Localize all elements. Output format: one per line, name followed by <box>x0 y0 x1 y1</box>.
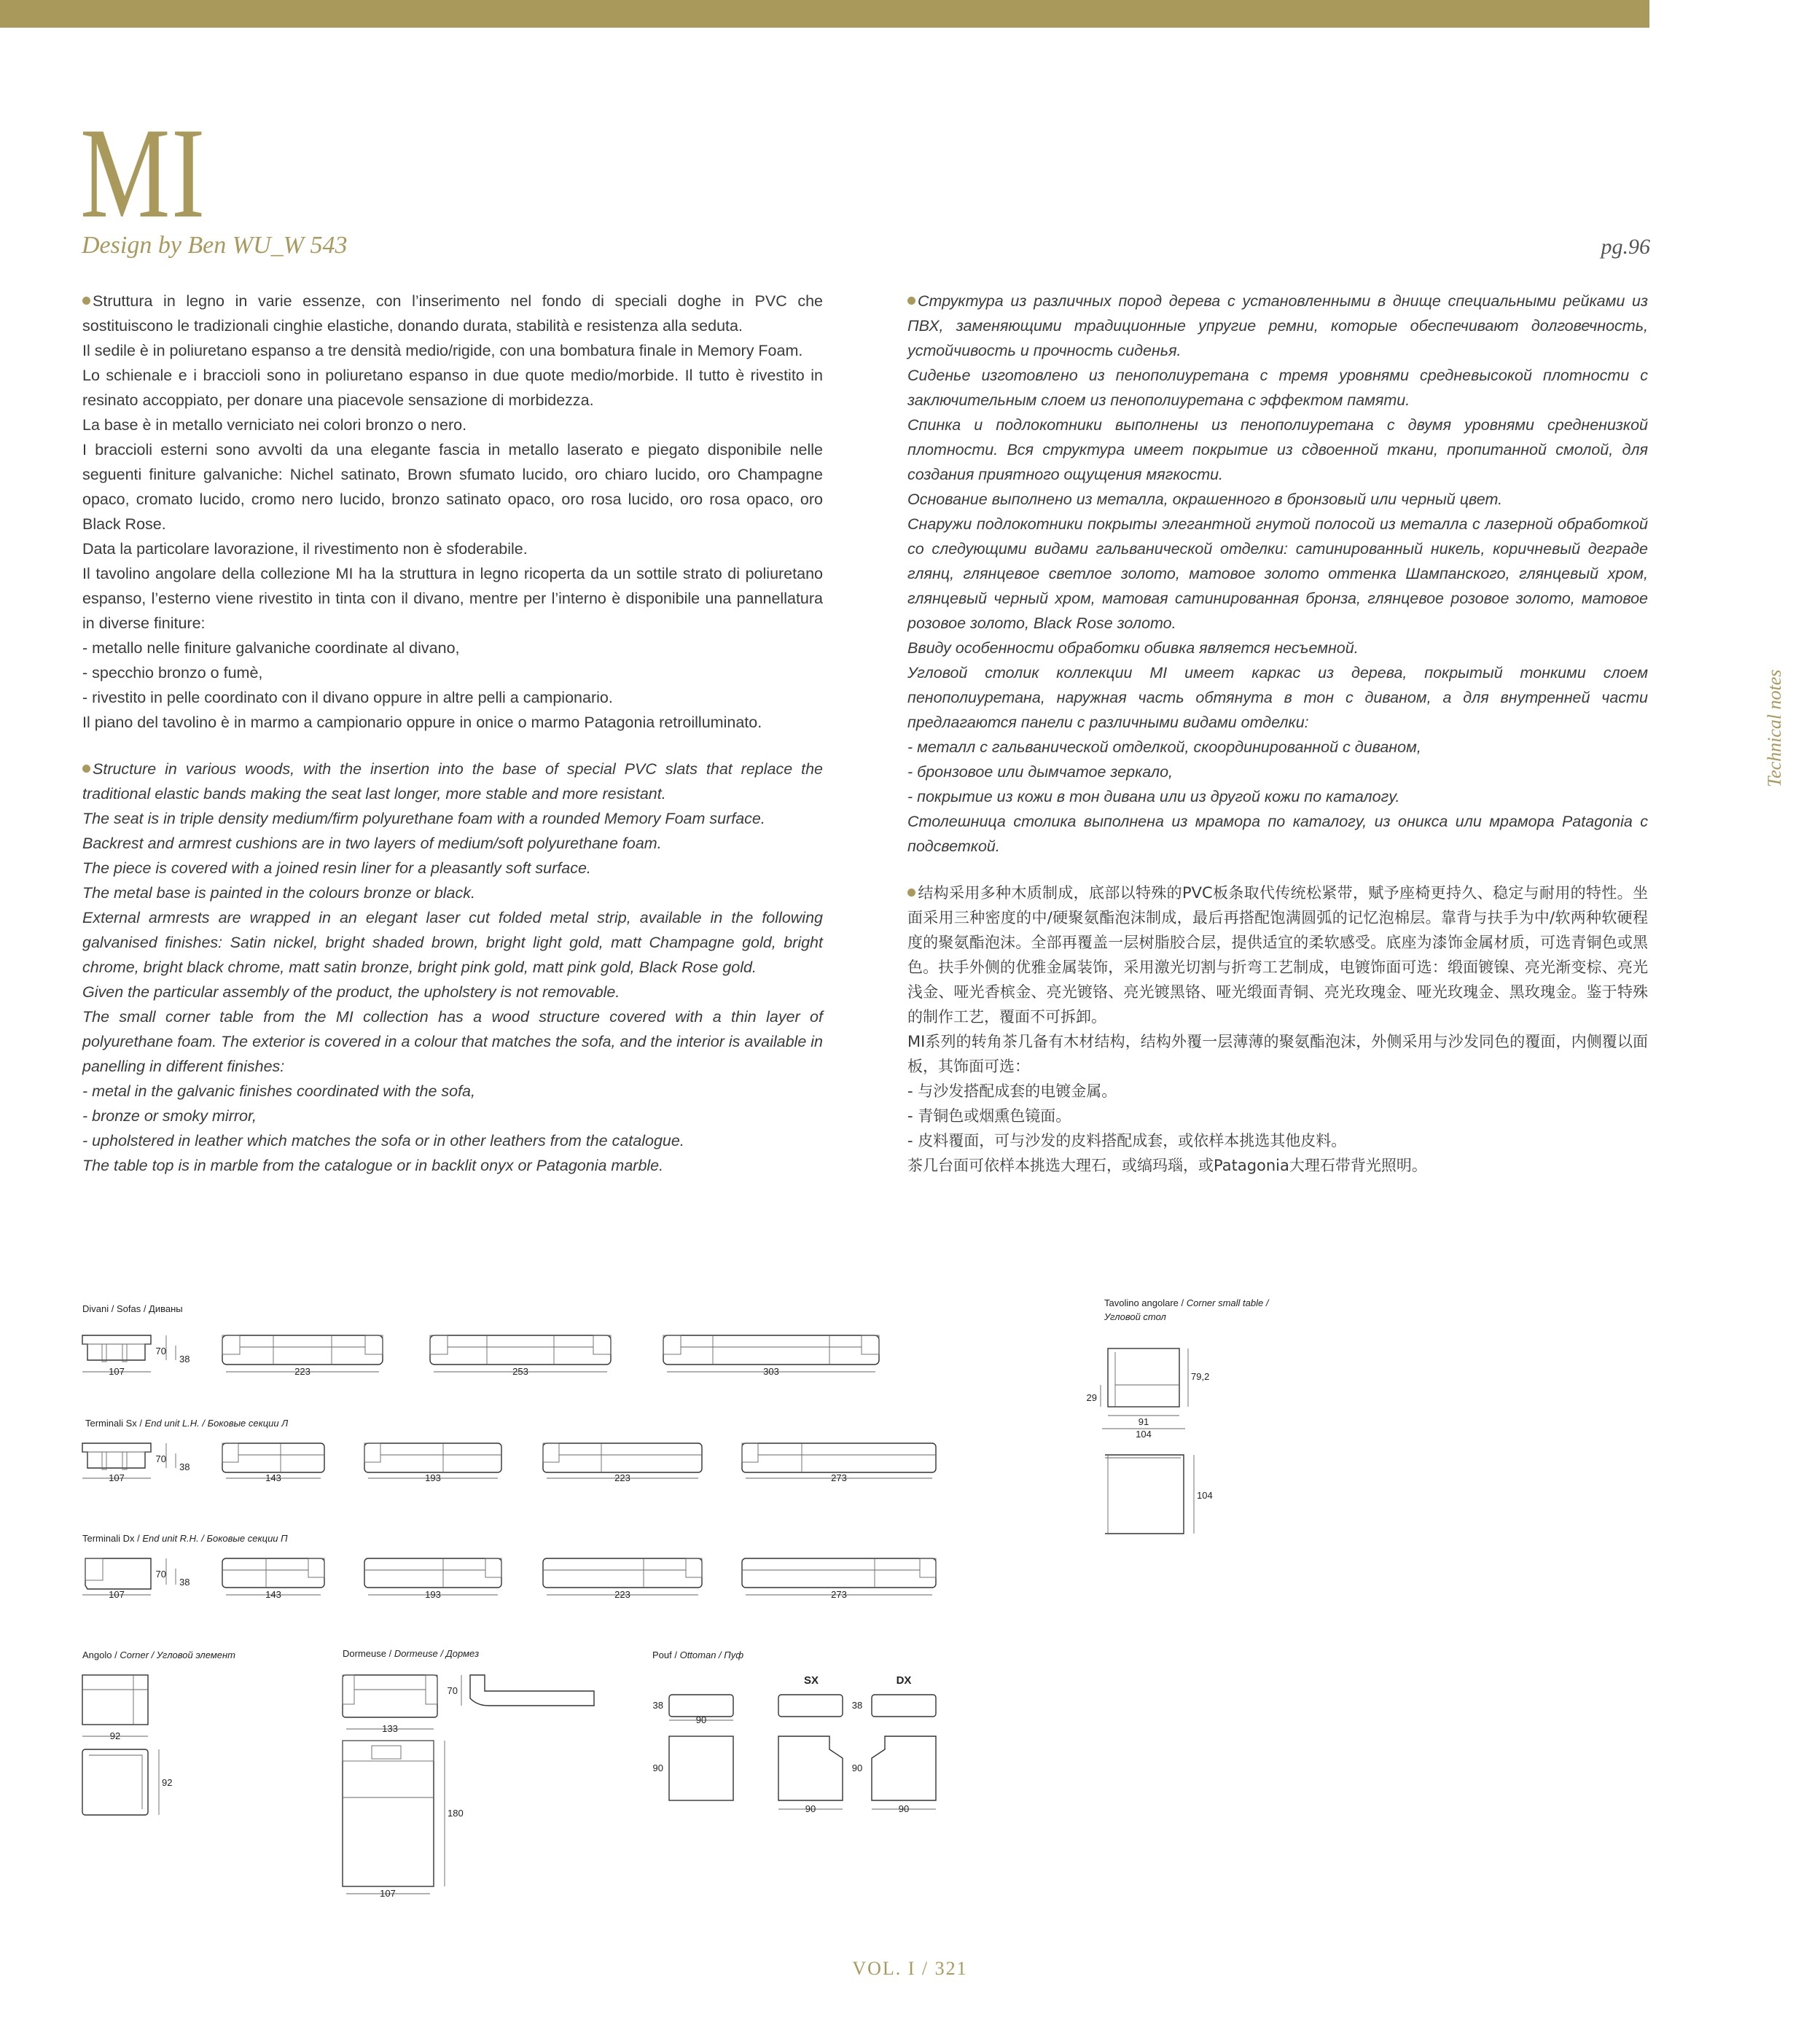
sofas-section-label: Divani / Sofas / Диваны <box>82 1303 183 1314</box>
pouf-width-dim: 90 <box>695 1714 707 1725</box>
italian-paragraph: Data la particolare lavorazione, il rivestimento non è sfoderabile. <box>82 540 528 558</box>
english-paragraph: The piece is covered with a joined resin liner for a pleasantly soft surface. <box>82 859 591 877</box>
russian-paragraph: Сиденье изготовлено из пенополиуретана с тремя уровнями средневысокой плотности с заключительным слоем из пенополиуретана с эффектом памяти. <box>907 367 1648 409</box>
dormeuse-length-dim: 180 <box>448 1808 464 1819</box>
italian-paragraph: - specchio bronzo o fumè, <box>82 664 263 682</box>
end-lh-223 <box>543 1443 702 1483</box>
top-accent-bar <box>0 0 1649 28</box>
end-lh-193 <box>364 1443 501 1483</box>
end-lh-section-label: Terminali Sx / End unit L.H. / Боковые секции Л <box>85 1418 289 1429</box>
italian-paragraph: - metallo nelle finiture galvaniche coordinate al divano, <box>82 639 460 657</box>
corner-table-depth-dim: 104 <box>1197 1490 1213 1501</box>
corner-section-label: Angolo / Corner / Угловой элемент <box>82 1650 235 1660</box>
dormeuse-side-view <box>448 1675 594 1706</box>
dormeuse-section-label: Dormeuse / Dormeuse / Дормез <box>343 1648 480 1659</box>
russian-paragraph: Ввиду особенности обработки обивка является несъемной. <box>907 639 1359 657</box>
sofa-303 <box>663 1335 879 1377</box>
right-text-column <box>907 289 1648 1178</box>
end-rh-depth-dim: 107 <box>109 1589 125 1600</box>
chinese-paragraph: 茶几台面可依样本挑选大理石，或缟玛瑙，或Patagonia大理石带背光照明。 <box>907 1157 1427 1174</box>
corner-table-outer-dim: 104 <box>1136 1429 1152 1440</box>
chinese-paragraph: - 与沙发搭配成套的电镀金属。 <box>907 1082 1117 1100</box>
side-section-label: Technical notes <box>1764 669 1785 787</box>
corner-width-dim: 92 <box>109 1730 121 1741</box>
end-rh-section-label: Terminali Dx / End unit R.H. / Боковые секции П <box>82 1533 288 1544</box>
english-paragraph: The table top is in marble from the catalogue or in backlit onyx or Patagonia marble. <box>82 1157 664 1174</box>
pouf-depth-dim: 90 <box>652 1762 663 1773</box>
end-rh-223-width-dim: 223 <box>614 1589 630 1600</box>
english-paragraph: The metal base is painted in the colours bronze or black. <box>82 884 475 902</box>
corner-front-view <box>82 1675 148 1741</box>
russian-paragraph: - металл с гальванической отделкой, скоординированной с диваном, <box>907 738 1421 756</box>
pouf-sx <box>778 1674 843 1814</box>
pouf-dx <box>852 1674 936 1814</box>
bullet-dot-icon <box>82 297 90 305</box>
sofa-side-view <box>82 1335 190 1377</box>
english-paragraph: The small corner table from the MI collection has a wood structure covered with a thin layer of polyurethane foam. The exterior is covered in a colour that matches the sofa, and the interior is available in panelling in different finishes: <box>82 1008 823 1075</box>
pouf-sx-width-dim: 90 <box>805 1803 816 1814</box>
sofa-depth-dim: 107 <box>109 1366 125 1377</box>
english-paragraph: Structure in various woods, with the insertion into the base of special PVC slats that replace the traditional elastic bands making the seat last longer, more stable and more resistant. <box>82 760 823 803</box>
chinese-paragraph: MI系列的转角茶几备有木材结构，结构外覆一层薄薄的聚氨酯泡沫，外侧采用与沙发同色的覆面，内侧覆以面板，其饰面可选： <box>907 1033 1648 1075</box>
pouf-section-label: Pouf / Ottoman / Пуф <box>652 1650 744 1660</box>
corner-table-inner-dim: 91 <box>1138 1416 1149 1427</box>
sofa-223 <box>222 1335 383 1377</box>
corner-table-base-dim: 29 <box>1086 1392 1097 1403</box>
pouf-dx-width-dim: 90 <box>898 1803 910 1814</box>
product-title: MI <box>80 101 206 245</box>
end-lh-seat-height-dim: 38 <box>179 1461 190 1472</box>
end-lh-143-width-dim: 143 <box>265 1472 281 1483</box>
english-paragraph: Given the particular assembly of the product, the upholstery is not removable. <box>82 983 620 1001</box>
end-rh-193 <box>364 1558 501 1600</box>
russian-paragraph: Угловой столик коллекции MI имеет каркас из дерева, покрытый тонкими слоем пенополиуретана, наружная часть обтянута в тон с диваном, а для внутренней части предлагаются панели с различными видами отделки: <box>907 664 1648 731</box>
end-lh-side-view <box>82 1443 190 1483</box>
dormeuse-width-dim: 133 <box>382 1723 398 1734</box>
russian-paragraph: Столешница столика выполнена из мрамора по каталогу, из оникса или мрамора Patagonia с подсветкой. <box>907 813 1648 855</box>
russian-paragraph: Структура из различных пород дерева с установленными в днище специальными рейками из ПВХ, заменяющими традиционные упругие ремни, которые обеспечивают долговечность, устойчивость и прочность сиденья. <box>907 292 1648 359</box>
end-rh-273-width-dim: 273 <box>831 1589 847 1600</box>
dormeuse-top-view <box>343 1741 464 1899</box>
end-lh-273-width-dim: 273 <box>831 1472 847 1483</box>
corner-table-height-dim: 79,2 <box>1191 1371 1210 1382</box>
russian-paragraph: - покрытие из кожи в тон дивана или из другой кожи по каталогу. <box>907 788 1400 805</box>
page-reference: pg.96 <box>1601 235 1650 259</box>
corner-top-view <box>82 1749 172 1815</box>
sofa-253 <box>430 1335 611 1377</box>
chinese-paragraph: - 青铜色或烟熏色镜面。 <box>907 1107 1071 1125</box>
sofa-223-width-dim: 223 <box>294 1366 311 1377</box>
corner-depth-dim: 92 <box>162 1777 173 1788</box>
end-rh-273 <box>742 1558 936 1600</box>
italian-paragraph: La base è in metallo verniciato nei colori bronzo o nero. <box>82 416 467 434</box>
pouf-dx-label: DX <box>896 1674 912 1687</box>
english-paragraph: The seat is in triple density medium/firm polyurethane foam with a rounded Memory Foam surface. <box>82 810 765 827</box>
russian-paragraph: Снаружи подлокотники покрыты элегантной гнутой полосой из металла с лазерной обработкой со следующими видами гальванической отделки: сатинированный никель, коричневый деграде глянц, глянцевое светлое золото, матовое золото оттенка Шампанского, глянцевый хром, глянцевый черный хром, матовая сатинированная бронза, глянцевое розовое золото, матовое розовое золото, Black Rose золото. <box>907 515 1648 632</box>
sofa-253-width-dim: 253 <box>512 1366 528 1377</box>
english-paragraph: - upholstered in leather which matches the sofa or in other leathers from the catalogue. <box>82 1132 684 1149</box>
italian-paragraph: Struttura in legno in varie essenze, con l’inserimento nel fondo di speciali doghe in PVC che sostituiscono le tradizionali cinghie elastiche, donando durata, stabilità e resistenza alla seduta. <box>82 292 823 335</box>
bullet-dot-icon <box>907 297 915 305</box>
corner-table-top-view <box>1105 1455 1213 1534</box>
end-rh-143-width-dim: 143 <box>265 1589 281 1600</box>
russian-paragraph: Основание выполнено из металла, окрашенного в бронзовый или черный цвет. <box>907 491 1503 508</box>
end-lh-273 <box>742 1443 936 1483</box>
chinese-paragraph: - 皮料覆面，可与沙发的皮料搭配成套，或依样本挑选其他皮料。 <box>907 1132 1347 1149</box>
italian-paragraph: I braccioli esterni sono avvolti da una elegante fascia in metallo laserato e piegato disponibile nelle seguenti finiture galvaniche: Nichel satinato, Brown sfumato lucido, oro chiaro lucido, oro Champagne opaco, cromato lucido, cromo nero lucido, bronzo satinato opaco, oro rosa lucido, oro rosa opaco, oro Black Rose. <box>82 441 823 533</box>
end-rh-seat-height-dim: 38 <box>179 1577 190 1588</box>
pouf-height-dim: 38 <box>652 1700 663 1711</box>
end-lh-143 <box>222 1443 324 1483</box>
end-rh-193-width-dim: 193 <box>425 1589 441 1600</box>
russian-paragraph: Спинка и подлокотники выполнены из пенополиуретана с двумя уровнями средненизкой плотности. Вся структура имеет покрытие из сдвоенной ткани, пропитанной смолой, для создания приятного ощущения мягкости. <box>907 416 1648 483</box>
dormeuse-front-view <box>343 1675 437 1734</box>
bullet-dot-icon <box>82 765 90 773</box>
english-paragraph: Backrest and armrest cushions are in two layers of medium/soft polyurethane foam. <box>82 835 662 852</box>
italian-paragraph: Il sedile è in poliuretano espanso a tre densità medio/rigide, con una bombatura finale in Memory Foam. <box>82 342 803 359</box>
pouf-dx-depth-dim: 90 <box>851 1762 863 1773</box>
english-paragraph: - bronze or smoky mirror, <box>82 1107 257 1125</box>
sofa-seat-height-dim: 38 <box>179 1354 190 1365</box>
italian-paragraph: Lo schienale e i braccioli sono in poliuretano espanso in due quote medio/morbide. Il tutto è rivestito in resinato accoppiato, per donare una piacevole sensazione di morbidezza. <box>82 367 823 409</box>
pouf-dx-height-dim: 38 <box>851 1700 863 1711</box>
english-paragraph: External armrests are wrapped in an elegant laser cut folded metal strip, available in the following galvanised finishes: Satin nickel, bright shaded brown, bright light gold, matt Champagne gold, bright chrome, bright black chrome, matt satin bronze, bright pink gold, matt pink gold, Black Rose gold. <box>82 909 823 976</box>
end-rh-223 <box>543 1558 702 1600</box>
end-lh-depth-dim: 107 <box>109 1472 125 1483</box>
end-lh-223-width-dim: 223 <box>614 1472 630 1483</box>
italian-paragraph: - rivestito in pelle coordinato con il divano oppure in altre pelli a campionario. <box>82 689 613 706</box>
pouf-sx-label: SX <box>803 1674 819 1687</box>
dormeuse-height-dim: 70 <box>447 1685 458 1696</box>
italian-paragraph: Il tavolino angolare della collezione MI ha la struttura in legno ricoperta da un sottile strato di poliuretano espanso, l’esterno viene rivestito in tinta con il divano, mentre per l’interno è disponibile una pannellatura in diverse finiture: <box>82 565 823 632</box>
end-rh-side-view <box>82 1558 190 1600</box>
italian-paragraph: Il piano del tavolino è in marmo a campionario oppure in onice o marmo Patagonia retroilluminato. <box>82 714 762 731</box>
bullet-dot-icon <box>907 889 915 897</box>
designer-subtitle: Design by Ben WU_W 543 <box>82 232 348 259</box>
end-rh-143 <box>222 1558 324 1600</box>
end-lh-height-dim: 70 <box>155 1453 166 1464</box>
pouf-single <box>653 1695 733 1800</box>
corner-table-section-label: Tavolino angolare / Corner small table / <box>1104 1297 1269 1308</box>
dormeuse-depth-dim: 107 <box>380 1888 396 1899</box>
russian-paragraph: - бронзовое или дымчатое зеркало, <box>907 763 1173 781</box>
chinese-paragraph: 结构采用多种木质制成，底部以特殊的PVC板条取代传统松紧带，赋予座椅更持久、稳定与耐用的特性。坐面采用三种密度的中/硬聚氨酯泡沫制成，最后再搭配饱满圆弧的记忆泡棉层。靠背与扶手为中/软两种软硬程度的聚氨酯泡沫。全部再覆盖一层树脂胶合层，提供适宜的柔软感受。底座为漆饰金属材质，可选青铜色或黑色。扶手外侧的优雅金属装饰，采用激光切割与折弯工艺制成，电镀饰面可选：缎面镀镍、亮光渐变棕、亮光浅金、哑光香槟金、亮光镀铬、亮光镀黑铬、哑光缎面青铜、亮光玫瑰金、哑光玫瑰金、黑玫瑰金。鉴于特殊的制作工艺，覆面不可拆卸。 <box>907 884 1648 1026</box>
corner-table-section-label-ru: Угловой стол <box>1104 1311 1166 1322</box>
page-footer: VOL. I / 321 <box>852 1958 968 1979</box>
end-rh-height-dim: 70 <box>155 1569 166 1580</box>
sofa-height-dim: 70 <box>155 1346 166 1356</box>
end-lh-193-width-dim: 193 <box>425 1472 441 1483</box>
left-text-column <box>82 289 823 1178</box>
english-paragraph: - metal in the galvanic finishes coordinated with the sofa, <box>82 1082 475 1100</box>
corner-table-front-view <box>1087 1348 1210 1440</box>
sofa-303-width-dim: 303 <box>763 1366 779 1377</box>
